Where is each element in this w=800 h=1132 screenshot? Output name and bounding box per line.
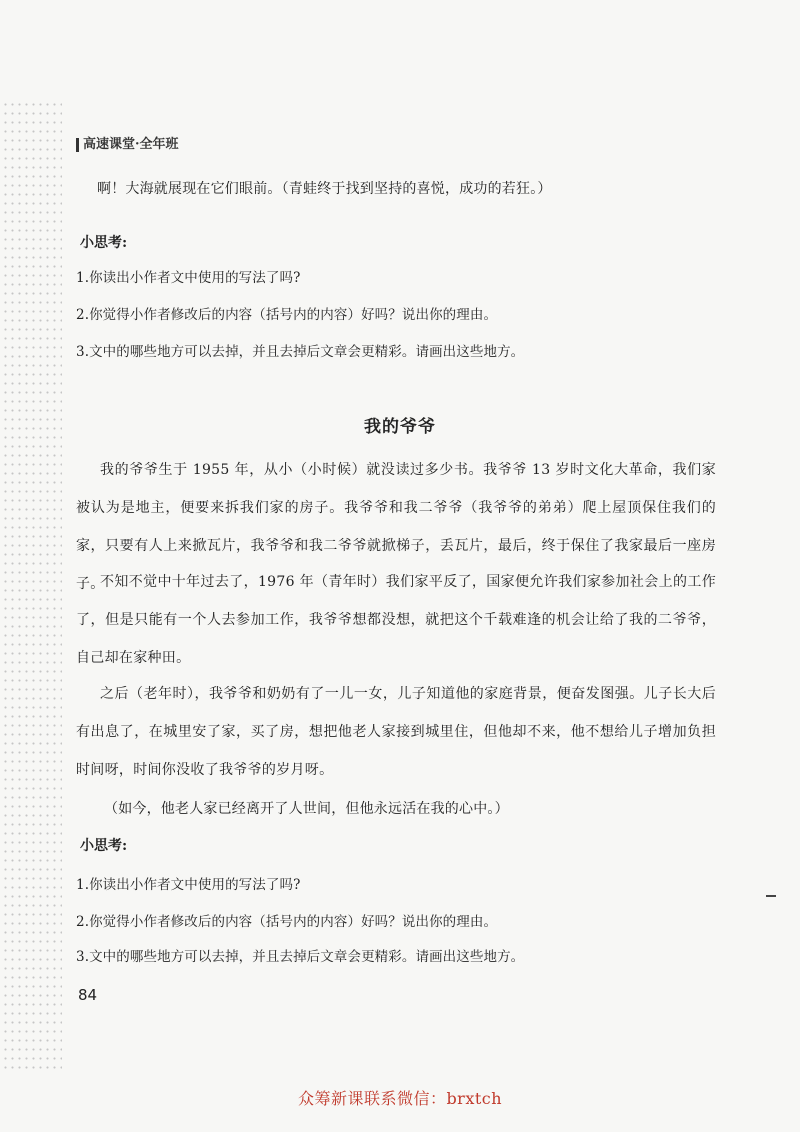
article-paragraph-3: 之后（老年时），我爷爷和奶奶有了一儿一女，儿子知道他的家庭背景，便奋发图强。儿子长大后有出息了，在城里安了家，买了房，想把他老人家接到城里住，但他却不来，他不想给儿子增加负担时间呀，时间你没收了我爷爷的岁月呀。 (76, 686, 716, 778)
think1-question-3: 3.文中的哪些地方可以去掉，并且去掉后文章会更精彩。请画出这些地方。 (76, 344, 525, 360)
think-title-2: 小思考: (80, 838, 128, 854)
think2-question-2: 2.你觉得小作者修改后的内容（括号内的内容）好吗？说出你的理由。 (76, 914, 498, 930)
running-header: 高速课堂·全年班 (76, 138, 179, 152)
intro-text: 啊！大海就展现在它们眼前。（青蛙终于找到坚持的喜悦，成功的若狂。） (97, 181, 552, 197)
page-number: 84 (78, 986, 98, 1004)
scan-mark (766, 895, 776, 897)
think1-question-1: 1.你读出小作者文中使用的写法了吗? (76, 270, 301, 286)
think2-question-1: 1.你读出小作者文中使用的写法了吗? (76, 877, 301, 893)
article-paragraph-1: 我的爷爷生于 1955 年，从小（小时候）就没读过多少书。我爷爷 13 岁时文化大革命，我们家被认为是地主，便要来拆我们家的房子。我爷爷和我二爷爷（我爷爷的弟弟）爬上屋顶保住我们的家，只要有人上来掀瓦片，我爷爷和我二爷爷就掀梯子，丢瓦片，最后，终于保住了我家最后一座房子。 (76, 462, 716, 592)
article-note: （如今，他老人家已经离开了人世间，但他永远活在我的心中。） (104, 801, 509, 817)
think2-question-3: 3.文中的哪些地方可以去掉，并且去掉后文章会更精彩。请画出这些地方。 (76, 949, 525, 965)
binding-dot-margin (2, 100, 62, 1075)
think1-question-2: 2.你觉得小作者修改后的内容（括号内的内容）好吗？说出你的理由。 (76, 307, 498, 323)
article-title: 我的爷爷 (364, 417, 436, 437)
watermark: 众筹新课联系微信：brxtch (297, 1089, 503, 1108)
think-title-1: 小思考: (80, 235, 128, 251)
article-paragraph-2: 不知不觉中十年过去了，1976 年（青年时）我们家平反了，国家便允许我们家参加社会上的工作了，但是只能有一个人去参加工作，我爷爷想都没想，就把这个千载难逢的机会让给了我的二爷爷，自己却在家种田。 (76, 574, 716, 666)
